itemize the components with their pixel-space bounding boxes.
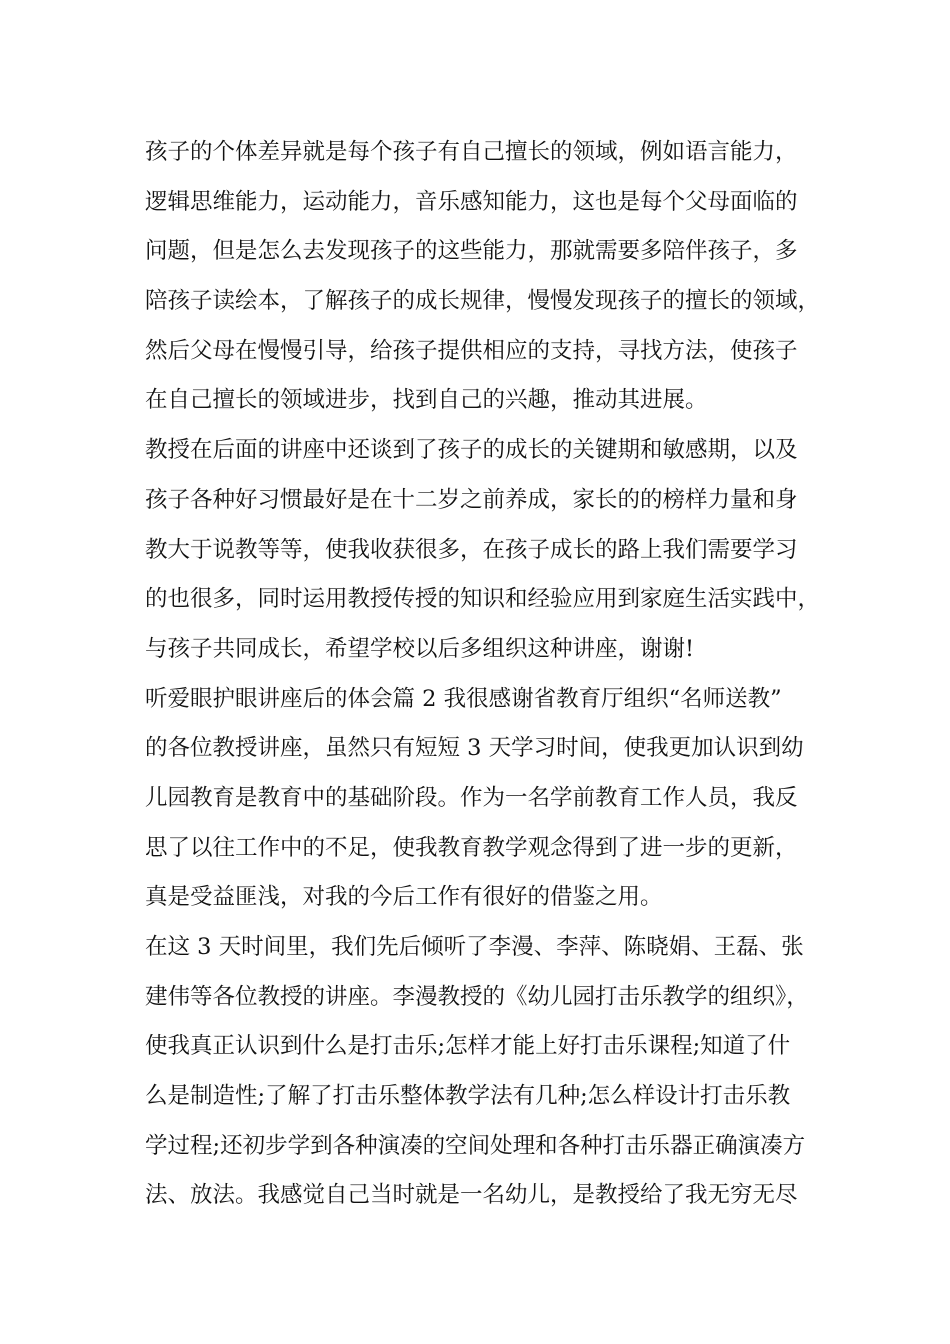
text-line-3: 问题，但是怎么去发现孩子的这些能力，那就需要多陪伴孩子，多 [145, 238, 798, 265]
text-line-12: 听爱眼护眼讲座后的体会篇 2 我很感谢省教育厅组织“名师送教” [145, 685, 782, 712]
text-line-9: 教大于说教等等，使我收获很多，在孩子成长的路上我们需要学习 [145, 536, 798, 563]
text-line-7: 教授在后面的讲座中还谈到了孩子的成长的关键期和敏感期，以及 [145, 437, 798, 464]
text-line-16: 真是受益匪浅，对我的今后工作有很好的借鉴之用。 [145, 884, 663, 911]
text-line-8: 孩子各种好习惯最好是在十二岁之前养成，家长的的榜样力量和身 [145, 486, 798, 513]
text-line-20: 么是制造性;了解了打击乐整体教学法有几种;怎么样设计打击乐教 [145, 1083, 791, 1110]
text-line-18: 建伟等各位教授的讲座。李漫教授的《幼儿园打击乐教学的组织》， [145, 983, 809, 1010]
text-line-15: 思了以往工作中的不足，使我教育教学观念得到了进一步的更新， [145, 834, 798, 861]
text-line-14: 儿园教育是教育中的基础阶段。作为一名学前教育工作人员，我反 [145, 784, 798, 811]
text-line-4: 陪孩子读绘本，了解孩子的成长规律，慢慢发现孩子的擅长的领域， [145, 288, 821, 315]
text-line-1: 孩子的个体差异就是每个孩子有自己擅长的领域，例如语言能力， [145, 139, 798, 165]
text-line-11: 与孩子共同成长，希望学校以后多组织这种讲座，谢谢! [145, 635, 695, 662]
text-line-19: 使我真正认识到什么是打击乐;怎样才能上好打击乐课程;知道了什 [145, 1033, 791, 1060]
text-line-22: 法、放法。我感觉自己当时就是一名幼儿，是教授给了我无穷无尽 [145, 1182, 798, 1209]
text-line-2: 逻辑思维能力，运动能力，音乐感知能力，这也是每个父母面临的 [145, 188, 798, 215]
body-text [145, 128, 825, 1221]
text-line-10: 的也很多，同时运用教授传授的知识和经验应用到家庭生活实践中， [145, 586, 821, 613]
text-line-13: 的各位教授讲座，虽然只有短短 3 天学习时间，使我更加认识到幼 [145, 735, 804, 762]
text-line-6: 在自己擅长的领域进步，找到自己的兴趣，推动其进展。 [145, 387, 708, 414]
text-line-5: 然后父母在慢慢引导，给孩子提供相应的支持，寻找方法，使孩子 [145, 337, 798, 364]
text-line-21: 学过程;还初步学到各种演凑的空间处理和各种打击乐器正确演凑方 [145, 1132, 806, 1159]
text-line-17: 在这 3 天时间里，我们先后倾听了李漫、李萍、陈晓娟、王磊、张 [145, 934, 804, 960]
